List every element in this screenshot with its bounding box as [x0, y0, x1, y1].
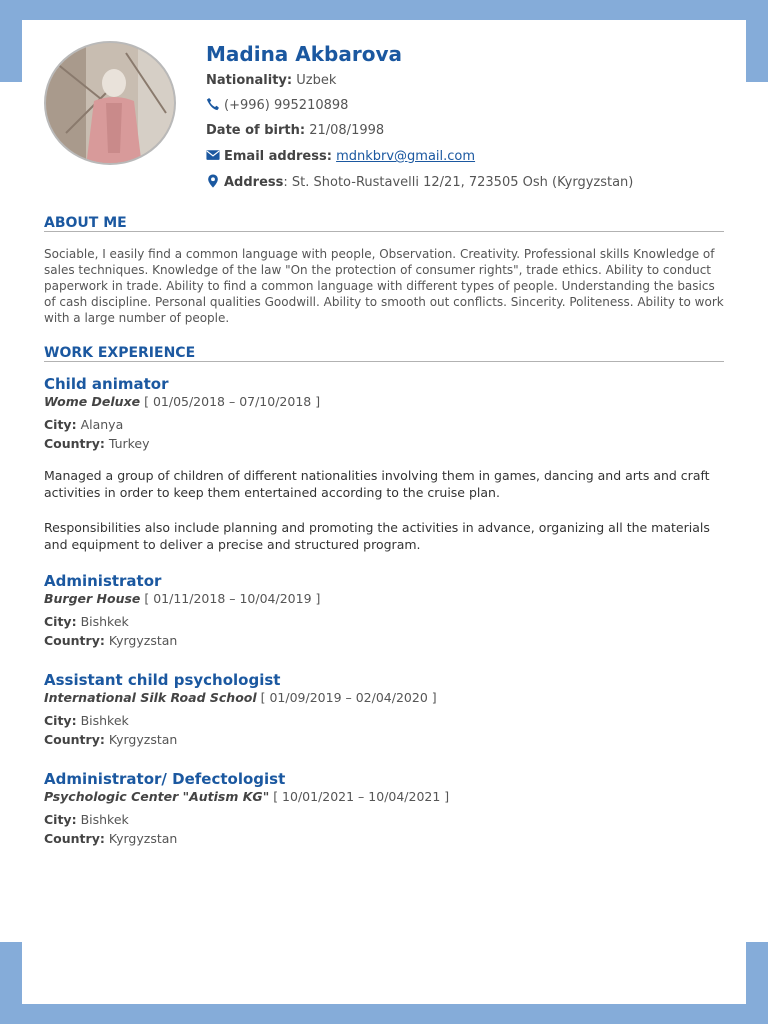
country-value: Kyrgyzstan [104, 633, 178, 648]
job-dates: [ 01/05/2018 – 07/10/2018 ] [140, 394, 321, 409]
address-row [206, 174, 736, 192]
job-city [44, 812, 724, 828]
city-label: City: [44, 614, 77, 629]
address-label: Address [224, 175, 284, 190]
profile-photo [44, 41, 176, 165]
nationality-row [206, 72, 736, 90]
nationality-label: Nationality: [206, 73, 293, 88]
cv-page [22, 20, 746, 1004]
job-country [44, 732, 724, 748]
nationality-value: Uzbek [296, 73, 337, 88]
country-label: Country: [44, 436, 105, 451]
dob-row [206, 122, 736, 140]
work-title: WORK EXPERIENCE [44, 344, 724, 362]
job-title: Child animator [44, 375, 169, 393]
city-value: Alanya [76, 417, 124, 432]
email-link[interactable]: mdnkbrv@gmail.com [336, 149, 476, 164]
job-employer-dates [44, 789, 724, 805]
work-section [44, 344, 724, 362]
job-description: Managed a group of children of different nationalities involving them in games, dancing and arts and craft activities in order to keep them entertained according to the cruise plan. [44, 468, 710, 500]
job-dates: [ 01/09/2019 – 02/04/2020 ] [256, 690, 437, 705]
phone-icon [206, 97, 220, 111]
city-value: Bishkek [76, 614, 129, 629]
job-description: Responsibilities also include planning and promoting the activities in advance, organizing all the materials and equipment to deliver a precise and structured program. [44, 520, 710, 552]
candidate-name: Madina Akbarova [206, 42, 402, 66]
job-employer: Burger House [44, 591, 141, 606]
job-employer-dates [44, 591, 724, 607]
job-city [44, 614, 724, 630]
email-label: Email address: [224, 149, 332, 164]
job-title: Assistant child psychologist [44, 671, 281, 689]
job-employer-dates [44, 690, 724, 706]
country-value: Kyrgyzstan [104, 831, 178, 846]
country-label: Country: [44, 732, 105, 747]
country-label: Country: [44, 633, 105, 648]
city-value: Bishkek [76, 713, 129, 728]
dob-value: 21/08/1998 [309, 123, 385, 138]
city-label: City: [44, 713, 77, 728]
job-employer: Psychologic Center "Autism KG" [44, 789, 270, 804]
phone-value: (+996) 995210898 [224, 98, 349, 113]
about-title: ABOUT ME [44, 214, 724, 232]
job-country [44, 633, 724, 649]
job-employer-dates [44, 394, 724, 410]
country-value: Turkey [104, 436, 150, 451]
job-dates: [ 10/01/2021 – 10/04/2021 ] [269, 789, 450, 804]
job-city [44, 713, 724, 729]
envelope-icon [206, 148, 220, 162]
profile-photo-image [46, 43, 176, 165]
email-row [206, 148, 736, 166]
city-label: City: [44, 812, 77, 827]
about-text: Sociable, I easily find a common language with people, Observation. Creativity. Professional skills Knowledge of sales techniques. Knowledge of the law "On the protection of consumer rights", trade ethics. Ability to conduct paperwork in trade. Ability to find a common language with different types of people. Understanding the basics of cash discipline. Personal qualities Goodwill. Ability to smooth out conflicts. Sincerity. Politeness. Ability to work with a large number of people. [44, 247, 724, 325]
job-city [44, 417, 724, 433]
job-country [44, 436, 724, 452]
job-employer: International Silk Road School [44, 690, 257, 705]
city-label: City: [44, 417, 77, 432]
country-value: Kyrgyzstan [104, 732, 178, 747]
job-title: Administrator/ Defectologist [44, 770, 286, 788]
job-dates: [ 01/11/2018 – 10/04/2019 ] [140, 591, 321, 606]
phone-row [206, 97, 736, 115]
city-value: Bishkek [76, 812, 129, 827]
address-value: : St. Shoto-Rustavelli 12/21, 723505 Osh (Kyrgyzstan) [283, 175, 634, 190]
map-pin-icon [206, 174, 220, 188]
header [206, 40, 736, 190]
dob-label: Date of birth: [206, 123, 306, 138]
job-title: Administrator [44, 572, 162, 590]
country-label: Country: [44, 831, 105, 846]
job-employer: Wome Deluxe [44, 394, 141, 409]
about-section [44, 214, 724, 232]
job-country [44, 831, 724, 847]
